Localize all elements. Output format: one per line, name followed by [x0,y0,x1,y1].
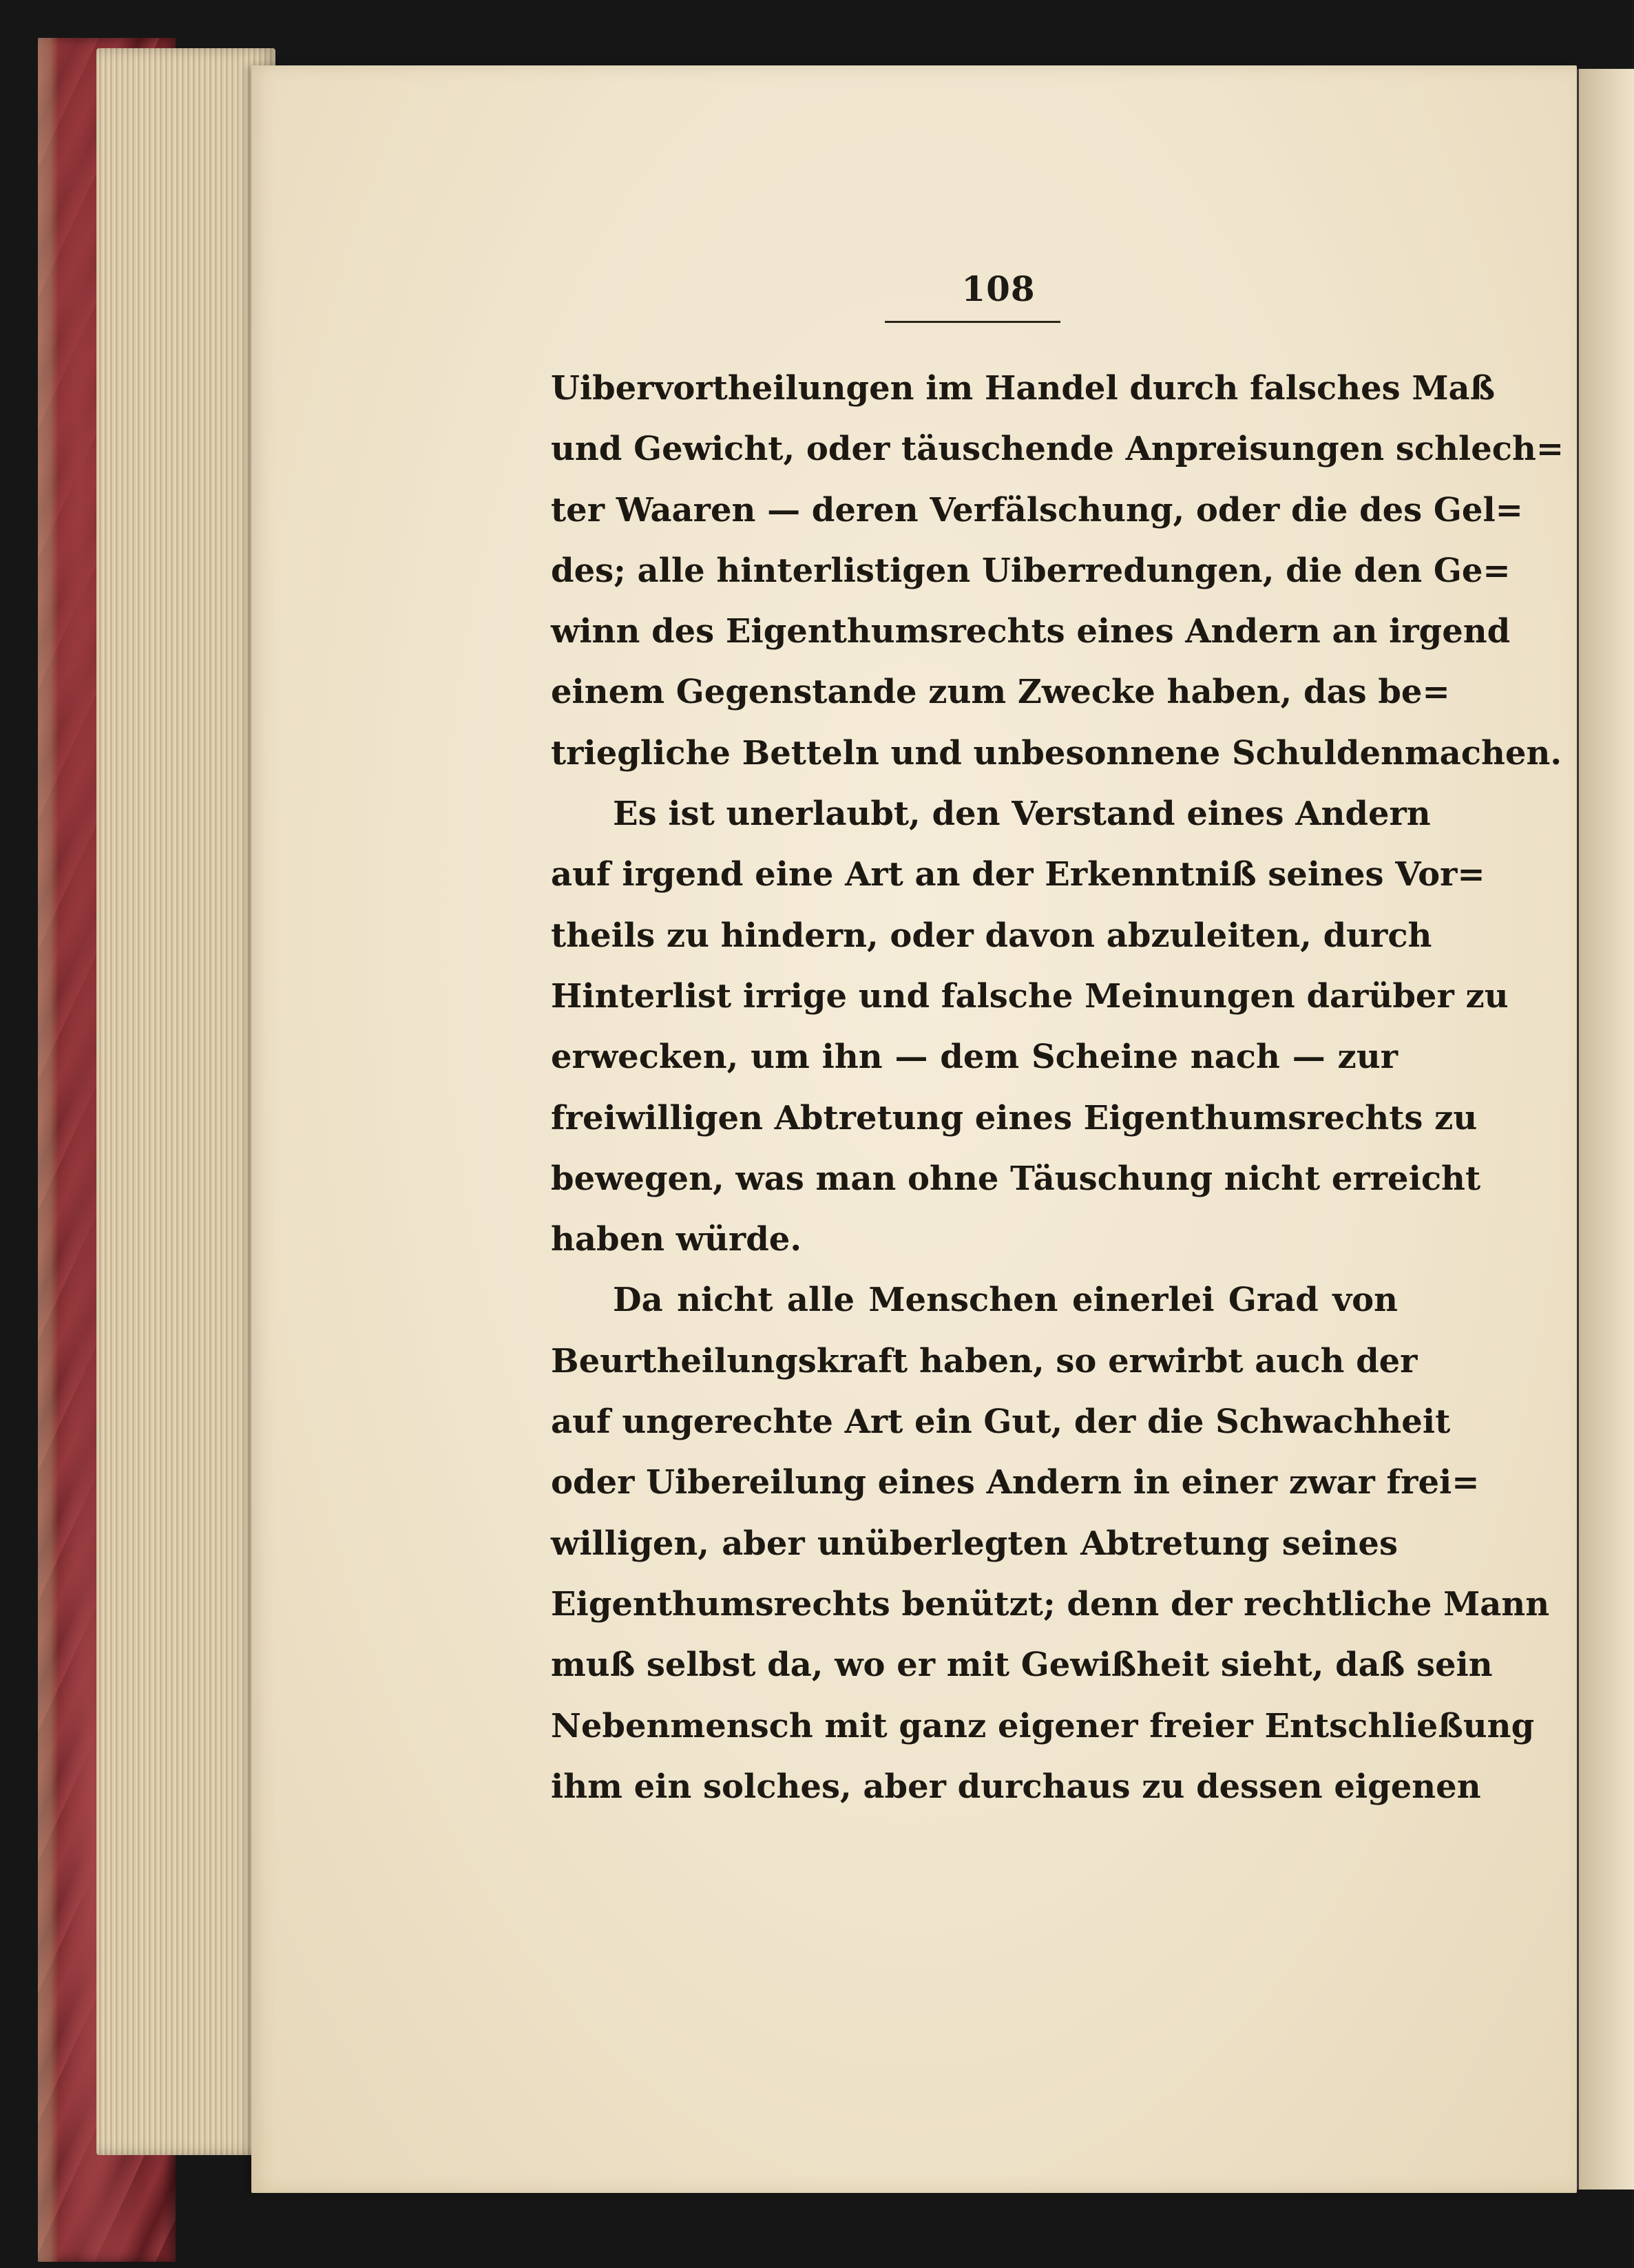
header-rule [885,321,1060,323]
text-line: des; alle hinterlistigen Uiberredungen, die den Ge= [551,551,1511,590]
text-line: winn des Eigenthumsrechts eines Andern an irgend [551,612,1511,651]
page-edges [96,48,275,2155]
text-line: oder Uibereilung eines Andern in einer zwar frei= [551,1463,1480,1502]
text-line: triegliche Betteln und unbesonnene Schuldenmachen. [551,733,1562,773]
text-line: Eigenthumsrechts benützt; denn der rechtliche Mann [551,1584,1550,1624]
cover-edge [38,38,59,2262]
body-text [551,358,1564,1817]
text-line: Nebenmensch mit ganz eigener freier Entschließung [551,1706,1535,1745]
text-line: haben würde. [551,1220,802,1259]
page-number: 108 [961,269,1036,309]
text-line: willigen, aber unüberlegten Abtretung seines [551,1524,1398,1563]
text-line: Da nicht alle Menschen einerlei Grad von [613,1281,1398,1320]
text-line: Uibervortheilungen im Handel durch falsches Maß [551,369,1496,408]
text-line: Beurtheilungskraft haben, so erwirbt auch der [551,1341,1418,1380]
text-line: ihm ein solches, aber durchaus zu dessen eigenen [551,1767,1481,1806]
facing-page-edge [1577,69,1634,2190]
text-line: auf ungerechte Art ein Gut, der die Schwachheit [551,1403,1451,1442]
text-line: Hinterlist irrige und falsche Meinungen darüber zu [551,976,1509,1016]
text-line: auf irgend eine Art an der Erkenntniß seines Vor= [551,855,1485,894]
text-line: einem Gegenstande zum Zwecke haben, das be= [551,673,1450,712]
text-line: erwecken, um ihn — dem Scheine nach — zur [551,1038,1398,1077]
text-line: Es ist unerlaubt, den Verstand eines Andern [613,795,1431,834]
text-line: muß selbst da, wo er mit Gewißheit sieht, daß sein [551,1646,1493,1685]
text-line: theils zu hindern, oder davon abzuleiten, durch [551,916,1432,955]
text-line: freiwilligen Abtretung eines Eigenthumsrechts zu [551,1098,1478,1137]
text-line: ter Waaren — deren Verfälschung, oder die des Gel= [551,490,1523,529]
text-line: bewegen, was man ohne Täuschung nicht erreicht [551,1159,1481,1198]
text-line: und Gewicht, oder täuschende Anpreisungen schlech= [551,430,1564,469]
